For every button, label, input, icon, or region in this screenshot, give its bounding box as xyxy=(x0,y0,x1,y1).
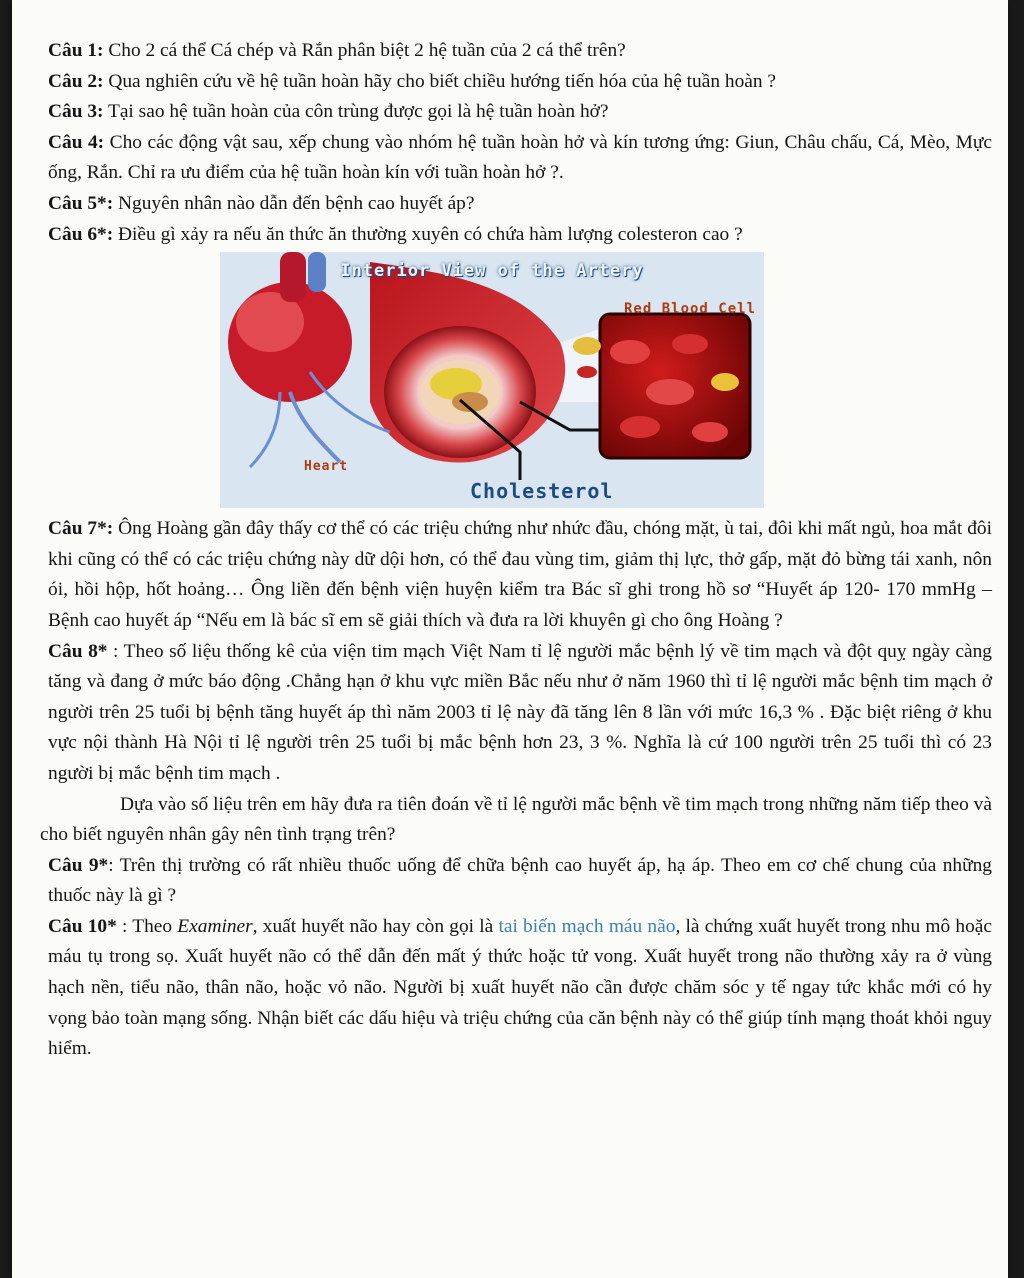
question-label: Câu 8* xyxy=(48,640,108,662)
question-4 xyxy=(40,128,992,189)
question-text: , là chứng xuất huyết trong nhu mô hoặc máu tụ trong sọ. Xuất huyết não có thể dẫn đến mất ý thức hoặc tử vong. Xuất huyết trong não thường xảy ra ở vùng hạch nền, tiểu não, thân não, hoặc vỏ não. Người bị xuất huyết não cần được chăm sóc y tế ngay tức khắc mới có hy vọng bảo toàn mạng sống. Nhận biết các dấu hiệu và triệu chứng của căn bệnh này có thể giúp tính mạng thoát khỏi nguy hiểm. xyxy=(48,915,993,1060)
source-name: Examiner xyxy=(177,915,253,937)
question-8 xyxy=(40,637,992,790)
question-2 xyxy=(40,67,992,98)
figure-title: Interior View of the Artery xyxy=(340,261,644,282)
question-9 xyxy=(40,851,992,912)
question-text: Cho 2 cá thể Cá chép và Rắn phân biệt 2 hệ tuần của 2 cá thể trên? xyxy=(103,40,626,61)
artery-drawing xyxy=(220,252,764,508)
figure-label-heart: Heart xyxy=(304,459,349,475)
question-8-prompt xyxy=(40,790,992,851)
question-text: , xuất huyết não hay còn gọi là xyxy=(252,915,499,937)
question-3 xyxy=(40,97,992,128)
question-text: : Trên thị trường có rất nhiều thuốc uống để chữa bệnh cao huyết áp, hạ áp. Theo em cơ chế chung của những thuốc này là gì ? xyxy=(48,854,992,907)
question-label: Câu 7*: xyxy=(48,518,114,540)
document-page xyxy=(12,0,1008,1278)
artery-illustration xyxy=(220,252,764,508)
question-label: Câu 1: xyxy=(48,40,104,61)
question-text: Điều gì xảy ra nếu ăn thức ăn thường xuyên có chứa hàm lượng colesteron cao ? xyxy=(113,223,743,245)
figure-label-cholesterol: Cholesterol xyxy=(470,479,614,504)
question-text: Nguyên nhân nào dẫn đến bệnh cao huyết áp? xyxy=(113,192,475,214)
question-text: Tại sao hệ tuần hoàn của côn trùng được gọi là hệ tuần hoàn hở? xyxy=(103,101,609,123)
question-7 xyxy=(40,514,992,636)
question-1 xyxy=(40,36,992,67)
question-text: Dựa vào số liệu trên em hãy đưa ra tiên đoán về tỉ lệ người mắc bệnh về tim mạch trong những năm tiếp theo và cho biết nguyên nhân gây nên tình trạng trên? xyxy=(40,793,992,846)
question-6 xyxy=(40,220,992,251)
question-5 xyxy=(40,189,992,220)
question-label: Câu 6*: xyxy=(48,223,114,245)
question-text: Ông Hoàng gần đây thấy cơ thể có các triệu chứng như nhức đầu, chóng mặt, ù tai, đôi khi mất ngủ, hoa mắt đôi khi cũng có thể có các triệu chứng này dữ dội hơn, có thể đau vùng tim, giảm thị lực, thở gấp, mặt đỏ bừng tái xanh, nôn ói, hồi hộp, hốt hoảng… Ông liền đến bệnh viện huyện kiểm tra Bác sĩ ghi trong hồ sơ “Huyết áp 120- 170 mmHg – Bệnh cao huyết áp “Nếu em là bác sĩ em sẽ giải thích và đưa ra lời khuyên gì cho ông Hoàng ? xyxy=(48,518,992,631)
question-label: Câu 2: xyxy=(48,70,104,92)
stroke-link[interactable]: tai biến mạch máu não xyxy=(498,915,676,937)
figure-label-red-blood-cell: Red Blood Cell xyxy=(624,301,757,318)
question-list xyxy=(40,36,992,1065)
question-label: Câu 3: xyxy=(48,101,104,123)
question-label: Câu 5*: xyxy=(48,192,114,214)
question-text: Qua nghiên cứu về hệ tuần hoàn hãy cho biết chiều hướng tiến hóa của hệ tuần hoàn ? xyxy=(103,70,777,92)
artery-cross-section xyxy=(384,326,536,458)
question-text: : Theo xyxy=(116,915,178,937)
question-label: Câu 4: xyxy=(48,131,105,153)
red-blood-cell-inset xyxy=(573,314,750,458)
question-text: : Theo số liệu thống kê của viện tim mạch Việt Nam tỉ lệ người mắc bệnh lý về tim mạch và đột quỵ ngày càng tăng và đang ở mức báo động .Chẳng hạn ở khu vực miền Bắc nếu như ở năm 1960 thì tỉ lệ người mắc bệnh tim mạch ở người trên 25 tuổi bị bệnh tăng huyết áp thì năm 2003 tỉ lệ này đã tăng lên 8 lần với mức 16,3 % . Đặc biệt riêng ở khu vực nội thành Hà Nội tỉ lệ người trên 25 tuổi bị mắc bệnh hơn 23, 3 %. Nghĩa là cứ 100 người trên 25 tuổi thì có 23 người bị mắc bệnh tim mạch . xyxy=(48,640,992,784)
question-label: Câu 10* xyxy=(48,915,117,937)
question-10 xyxy=(40,912,992,1065)
question-label: Câu 9* xyxy=(48,854,109,876)
question-text: Cho các động vật sau, xếp chung vào nhóm hệ tuần hoàn hở và kín tương ứng: Giun, Châu chấu, Cá, Mèo, Mực ống, Rắn. Chỉ ra ưu điểm của hệ tuần hoàn kín với tuần hoàn hở ?. xyxy=(48,131,992,184)
